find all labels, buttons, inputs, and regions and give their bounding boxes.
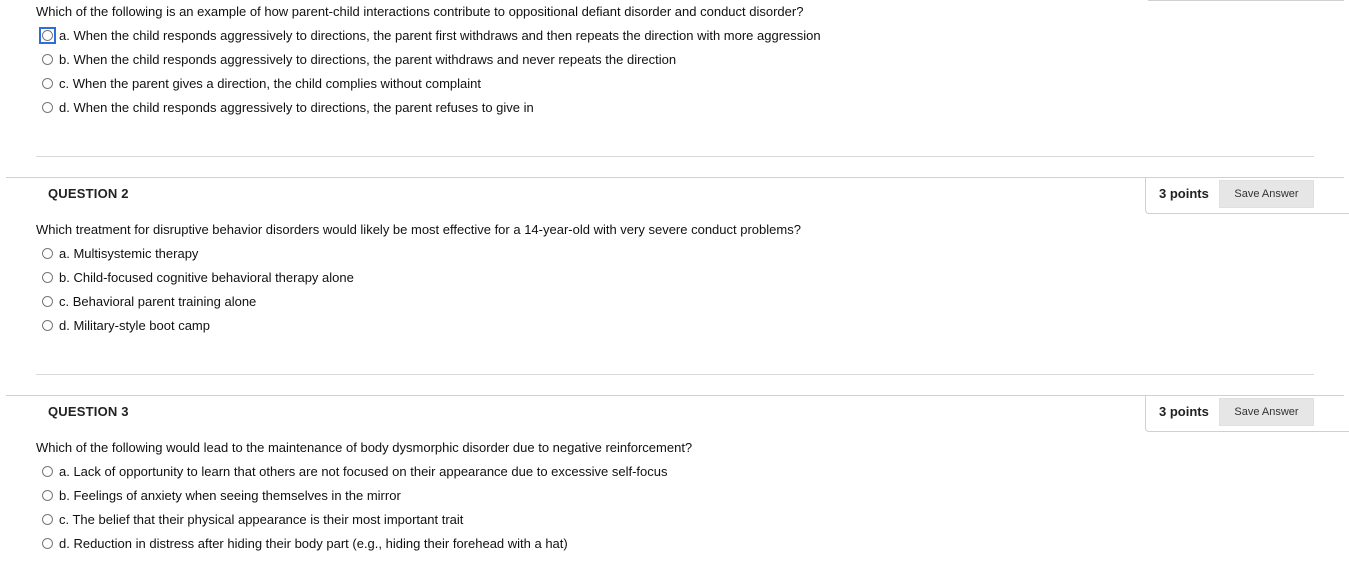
radio-button[interactable] [42,272,53,283]
radio-button[interactable] [42,30,53,41]
radio-button[interactable] [42,78,53,89]
question-3-points-box [1145,395,1349,432]
question-1-option-b[interactable] [42,50,676,68]
option-label: c. When the parent gives a direction, the child complies without complaint [59,75,481,91]
question-3-option-c[interactable] [42,510,463,528]
option-label: d. Military-style boot camp [59,317,210,333]
question-3-option-d[interactable] [42,534,568,552]
question-2-header-line [6,177,1344,178]
question-2-text: Which treatment for disruptive behavior disorders would likely be most effective for a 14-year-old with very severe conduct problems? [36,222,801,237]
radio-button[interactable] [42,466,53,477]
option-label: b. Feelings of anxiety when seeing themselves in the mirror [59,487,401,503]
question-3-title: QUESTION 3 [48,404,129,419]
save-answer-button[interactable]: Save Answer [1219,180,1314,208]
option-label: a. Multisystemic therapy [59,245,199,261]
option-label: d. Reduction in distress after hiding their body part (e.g., hiding their forehead with a hat) [59,535,568,551]
save-answer-button[interactable]: Save Answer [1219,398,1314,426]
option-label: c. The belief that their physical appearance is their most important trait [59,511,464,527]
option-label: d. When the child responds aggressively to directions, the parent refuses to give in [59,99,534,115]
option-label: b. When the child responds aggressively to directions, the parent withdraws and never repeats the direction [59,51,677,67]
question-1-option-a[interactable] [42,26,821,44]
option-label: c. Behavioral parent training alone [59,293,257,309]
question-1-option-d[interactable] [42,98,534,116]
question-1-text: Which of the following is an example of how parent-child interactions contribute to oppositional defiant disorder and conduct disorder? [36,4,804,19]
question-2-points-box [1145,177,1349,214]
option-label: a. When the child responds aggressively to directions, the parent first withdraws and then repeats the direction with more aggression [59,27,821,43]
radio-button[interactable] [42,320,53,331]
option-label: a. Lack of opportunity to learn that others are not focused on their appearance due to excessive self-focus [59,463,668,479]
question-3-header-line [6,395,1344,396]
radio-button[interactable] [42,102,53,113]
radio-button[interactable] [42,248,53,259]
question-2-option-c[interactable] [42,292,256,310]
radio-button[interactable] [42,490,53,501]
question-2-option-a[interactable] [42,244,198,262]
question-2-option-b[interactable] [42,268,354,286]
radio-button[interactable] [42,296,53,307]
points-label: 3 points [1159,186,1209,201]
radio-button[interactable] [42,514,53,525]
question-3-option-b[interactable] [42,486,401,504]
option-label: b. Child-focused cognitive behavioral therapy alone [59,269,354,285]
question-2-title: QUESTION 2 [48,186,129,201]
radio-button[interactable] [42,54,53,65]
question-1-option-c[interactable] [42,74,481,92]
question-divider [36,156,1314,157]
previous-points-box-border [1148,0,1344,1]
question-divider [36,374,1314,375]
points-label: 3 points [1159,404,1209,419]
question-3-option-a[interactable] [42,462,667,480]
question-3-text: Which of the following would lead to the maintenance of body dysmorphic disorder due to negative reinforcement? [36,440,693,455]
radio-button[interactable] [42,538,53,549]
question-2-option-d[interactable] [42,316,210,334]
